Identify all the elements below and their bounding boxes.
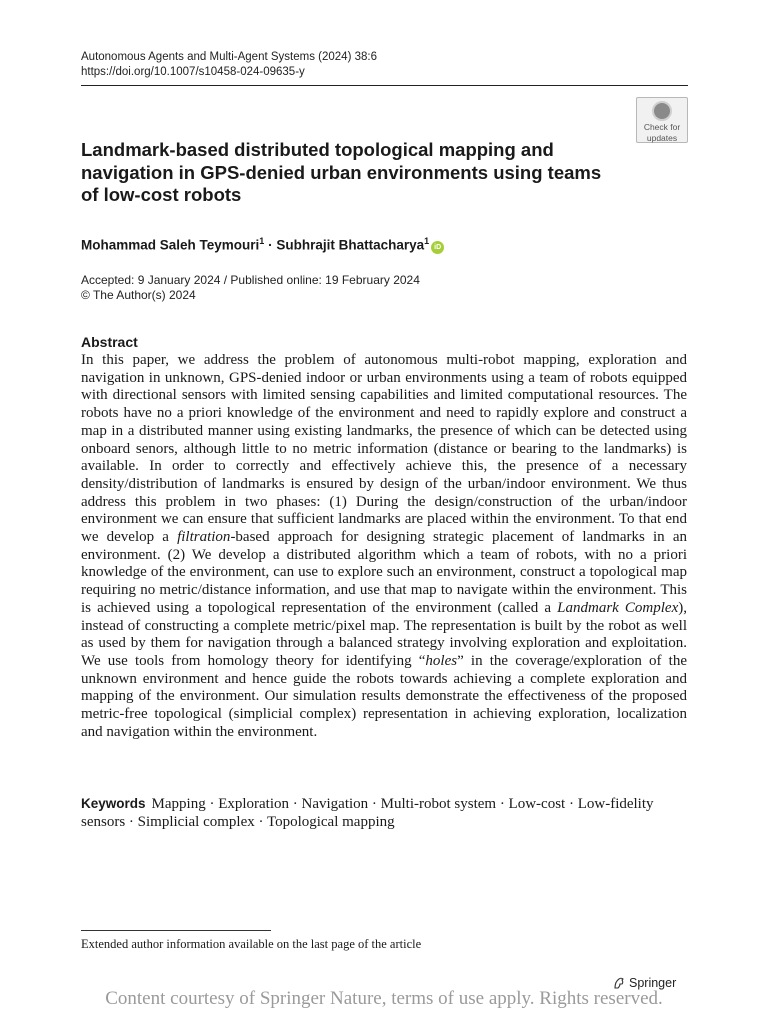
journal-header	[81, 50, 377, 80]
abstract-heading: Abstract	[81, 334, 138, 350]
accepted-published-dates: Accepted: 9 January 2024 / Published online: 19 February 2024	[81, 273, 420, 287]
abstract-text	[81, 352, 687, 741]
publisher-name: Springer	[629, 976, 677, 990]
journal-citation: Autonomous Agents and Multi-Agent Systems (2024) 38:6	[81, 51, 377, 63]
keywords-list: Mapping · Exploration · Navigation · Multi-robot system · Low-cost · Low-fidelity sensors · Simplicial complex · Topological mapping	[81, 796, 654, 830]
author-list	[81, 232, 444, 255]
publication-dates	[81, 273, 420, 303]
abstract-emphasis: Landmark Complex	[557, 599, 679, 616]
copyright-notice: © The Author(s) 2024	[81, 288, 196, 302]
abstract-segment: ” in the coverage/exploration of the unknown environment and hence guide the robots towards achieving a complete exploration and mapping of the environment. Our simulation results demonstrate the effectiveness of the proposed metric-free topological (simplicial complex) representation in achieving exploration, localization and navigation within the environment.	[81, 652, 687, 740]
badge-line-2: updates	[646, 132, 678, 143]
abstract-emphasis: filtration	[177, 529, 231, 546]
abstract-emphasis: holes	[425, 652, 458, 669]
badge-line-1: Check for	[643, 122, 681, 132]
check-for-updates-icon	[652, 101, 672, 121]
doi-link[interactable]: https://doi.org/10.1007/s10458-024-09635-y	[81, 66, 305, 78]
author-separator: ·	[268, 237, 273, 253]
courtesy-watermark: Content courtesy of Springer Nature, terms of use apply. Rights reserved.	[105, 988, 663, 1009]
header-divider	[81, 85, 688, 86]
author-name[interactable]: Mohammad Saleh Teymouri	[81, 237, 260, 253]
check-for-updates-badge[interactable]	[636, 97, 688, 143]
paper-title: Landmark-based distributed topological mapping and navigation in GPS-denied urban environments using teams of low-cost robots	[81, 139, 602, 205]
keywords-section	[81, 795, 671, 831]
affiliation-marker: 1	[424, 236, 430, 246]
author-name[interactable]: Subhrajit Bhattacharya	[276, 237, 425, 253]
abstract-segment: ), instead of constructing a complete metric/pixel map. The representation is built by the robot as well as used by them for navigation through a balanced strategy involving exploration and exploitation. We use tools from homology theory for identifying “	[81, 599, 687, 669]
keywords-label: Keywords	[81, 796, 146, 811]
abstract-segment: In this paper, we address the problem of autonomous multi-robot mapping, exploration and navigation in unknown, GPS-denied indoor or urban environments using a team of robots equipped with directional sensors with limited sensing capabilities and limited computational resources. The robots have no a priori knowledge of the environment and need to rapidly explore and construct a map in a distributed manner using existing landmarks, the presence of which can be detected using onboard senors, although little to no metric information (distance or bearing to the landmarks) is available. In order to correctly and effectively achieve this, the presence of a necessary density/distribution of landmarks is ensured by design of the urban/indoor environment. We thus address this problem in two phases: (1) During the design/construction of the urban/indoor environment we can ensure that sufficient landmarks are placed within the environment. To that end we develop a	[81, 352, 687, 546]
abstract-segment: -based approach for designing strategic placement of landmarks in an environment. (2) We develop a distributed algorithm which a team of robots, with no a priori knowledge of the environment, can use to explore such an environment, construct a topological map requiring no metric/distance information, and use that map to navigate within the environment. This is achieved using a topological representation of the environment (called a	[81, 529, 687, 616]
affiliation-marker: 1	[259, 236, 265, 246]
footnote: Extended author information available on the last page of the article	[81, 937, 422, 951]
footnote-divider	[81, 930, 271, 931]
orcid-icon[interactable]: iD	[431, 241, 444, 254]
